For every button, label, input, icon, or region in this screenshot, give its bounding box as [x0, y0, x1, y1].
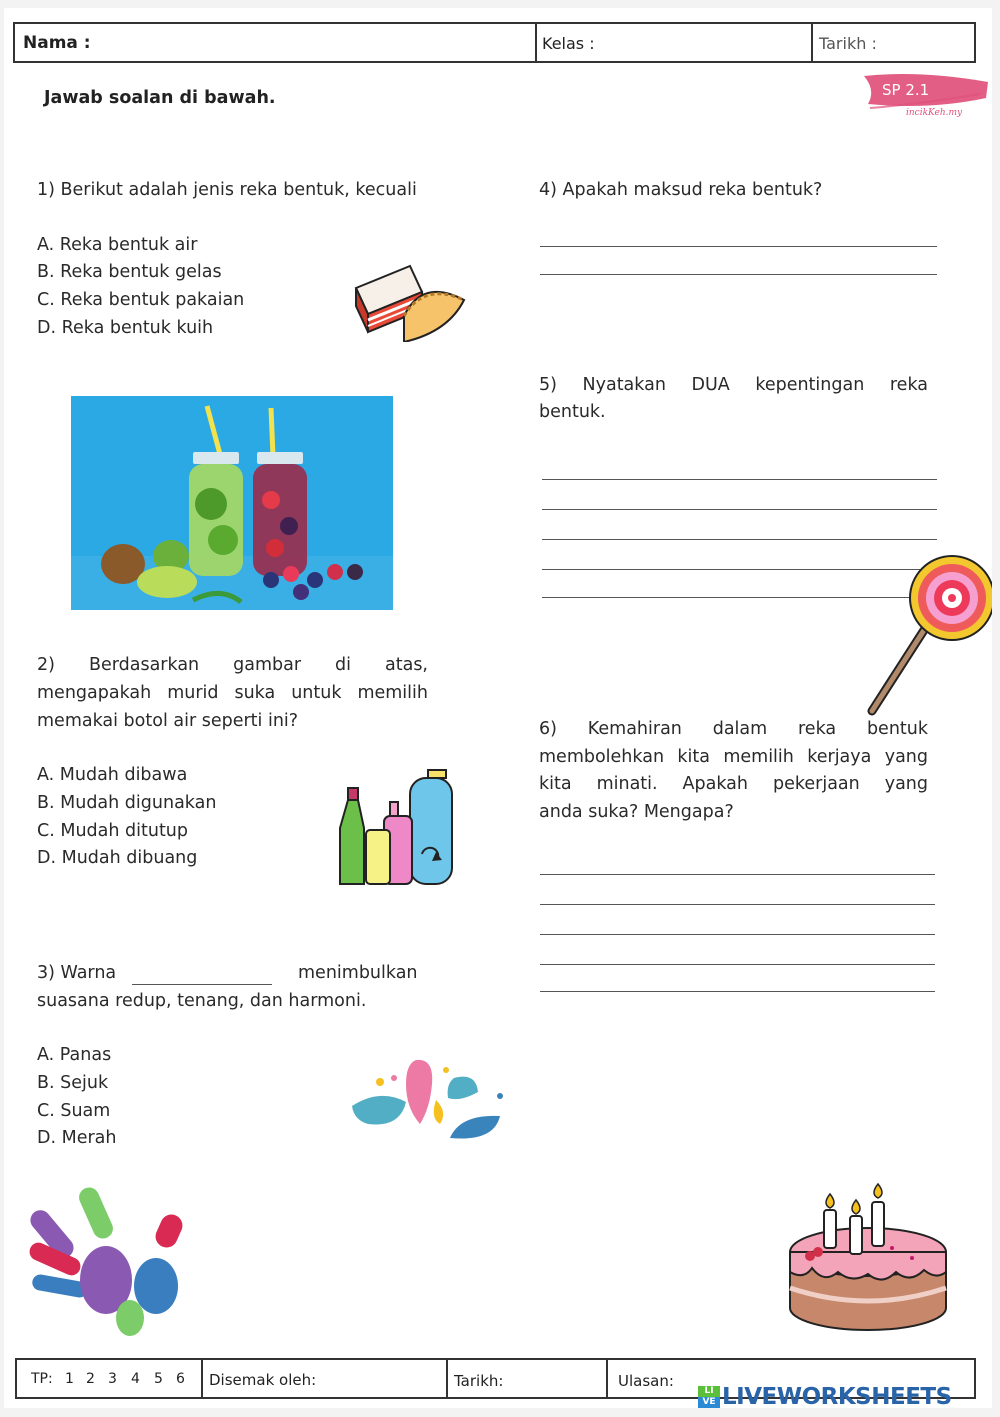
- q6-answer-line-4[interactable]: [540, 964, 935, 965]
- tp-level-4[interactable]: 4: [131, 1371, 140, 1387]
- birthday-cake-icon: [782, 1172, 954, 1340]
- footer-date-cell: [446, 1360, 608, 1397]
- lollipop-icon: [864, 553, 992, 719]
- q6-line1: 6) Kemahiran dalam reka bentuk: [539, 719, 928, 739]
- date-label: Tarikh :: [819, 34, 877, 53]
- q3-option-a[interactable]: A. Panas: [37, 1045, 112, 1065]
- class-label: Kelas :: [542, 34, 595, 53]
- q6-answer-line-2[interactable]: [540, 904, 935, 905]
- watermark-text: LIVEWORKSHEETS: [722, 1384, 952, 1410]
- q5-line2: bentuk.: [539, 402, 606, 422]
- q2-line2: mengapakah murid suka untuk memilih: [37, 683, 428, 703]
- q3-option-b[interactable]: B. Sejuk: [37, 1073, 109, 1093]
- q3-prefix: 3) Warna: [37, 963, 117, 983]
- q2-option-d[interactable]: D. Mudah dibuang: [37, 848, 198, 868]
- q2-option-a[interactable]: A. Mudah dibawa: [37, 765, 188, 785]
- q6-line3: kita minati. Apakah pekerjaan yang: [539, 774, 928, 794]
- q3-answer-blank[interactable]: [132, 984, 272, 985]
- class-field[interactable]: [535, 24, 813, 61]
- q3-option-d[interactable]: D. Merah: [37, 1128, 117, 1148]
- sp-label: SP 2.1: [882, 81, 930, 99]
- tp-level-1[interactable]: 1: [65, 1371, 74, 1387]
- remarks-label: Ulasan:: [618, 1372, 674, 1390]
- q5-line1: 5) Nyatakan DUA kepentingan reka: [539, 375, 928, 395]
- q6-answer-line-3[interactable]: [540, 934, 935, 935]
- checked-by-cell: [201, 1360, 448, 1397]
- name-field[interactable]: [15, 24, 535, 61]
- q1-question: 1) Berikut adalah jenis reka bentuk, kecuali: [37, 180, 417, 200]
- paint-splash-icon: [350, 1058, 506, 1144]
- q6-answer-line-5[interactable]: [540, 991, 935, 992]
- kuih-icon: [352, 260, 474, 342]
- brush-stroke-icon: [860, 70, 992, 130]
- fruit-water-bottles-photo: [71, 396, 393, 610]
- q3-option-c[interactable]: C. Suam: [37, 1101, 111, 1121]
- liveworksheets-logo-icon: LI VE: [698, 1386, 720, 1408]
- q1-option-c[interactable]: C. Reka bentuk pakaian: [37, 290, 245, 310]
- q5-answer-line-2[interactable]: [542, 509, 937, 510]
- q5-answer-line-1[interactable]: [542, 479, 937, 480]
- name-label: Nama :: [23, 33, 91, 53]
- q4-question: 4) Apakah maksud reka bentuk?: [539, 180, 823, 200]
- tp-label: TP:: [31, 1371, 53, 1387]
- liveworksheets-watermark[interactable]: [698, 1384, 992, 1410]
- q4-answer-line-2[interactable]: [540, 274, 937, 275]
- q2-option-c[interactable]: C. Mudah ditutup: [37, 821, 189, 841]
- tp-level-3[interactable]: 3: [108, 1371, 117, 1387]
- worksheet-page: [4, 8, 992, 1408]
- q6-answer-line-1[interactable]: [540, 874, 935, 875]
- header-table: [13, 22, 976, 63]
- handprint-icon: [26, 1176, 192, 1338]
- signature-text: incikKeh.my: [906, 108, 963, 118]
- q1-option-b[interactable]: B. Reka bentuk gelas: [37, 262, 222, 282]
- tp-cell: [17, 1360, 201, 1397]
- q1-option-d[interactable]: D. Reka bentuk kuih: [37, 318, 214, 338]
- footer-date-label: Tarikh:: [454, 1372, 504, 1390]
- checked-by-label: Disemak oleh:: [209, 1371, 317, 1389]
- q3-suffix: menimbulkan: [298, 963, 418, 983]
- tp-level-2[interactable]: 2: [86, 1371, 95, 1387]
- q4-answer-line-1[interactable]: [540, 246, 937, 247]
- sp-badge: [860, 70, 992, 130]
- q1-option-a[interactable]: A. Reka bentuk air: [37, 235, 198, 255]
- q2-option-b[interactable]: B. Mudah digunakan: [37, 793, 217, 813]
- date-field[interactable]: [811, 24, 974, 61]
- tp-level-5[interactable]: 5: [154, 1371, 163, 1387]
- q2-line1: 2) Berdasarkan gambar di atas,: [37, 655, 428, 675]
- q5-answer-line-3[interactable]: [542, 539, 937, 540]
- q3-line2: suasana redup, tenang, dan harmoni.: [37, 991, 367, 1011]
- bottles-icon: [334, 768, 454, 890]
- q2-line3: memakai botol air seperti ini?: [37, 711, 299, 731]
- q6-line4: anda suka? Mengapa?: [539, 802, 734, 822]
- tp-level-6[interactable]: 6: [176, 1371, 185, 1387]
- instruction-text: Jawab soalan di bawah.: [44, 88, 276, 108]
- q6-line2: membolehkan kita memilih kerjaya yang: [539, 747, 928, 767]
